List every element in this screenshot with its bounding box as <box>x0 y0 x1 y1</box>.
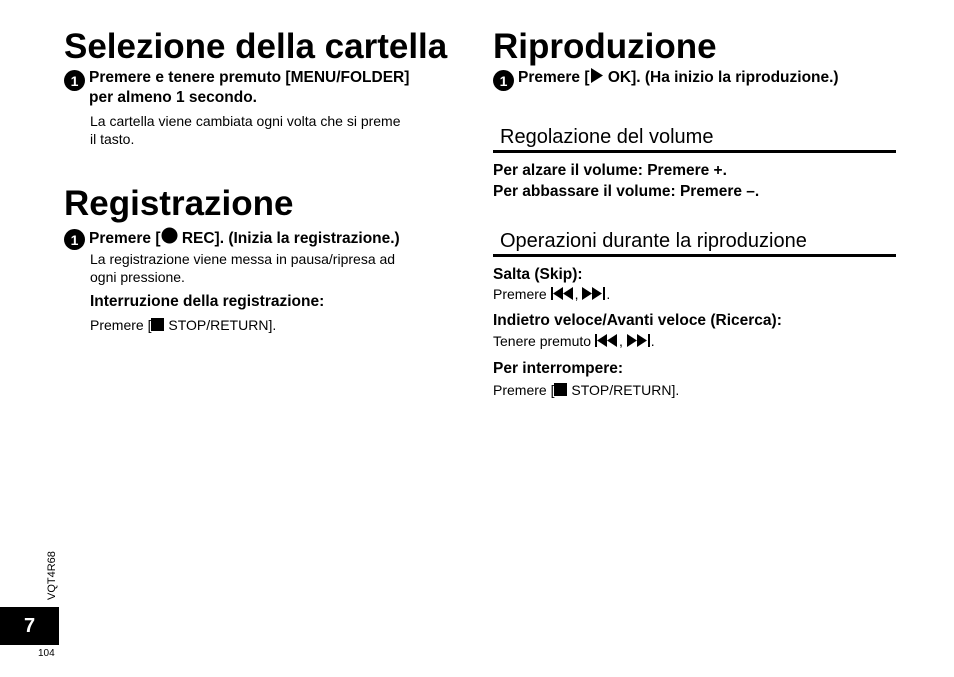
search-heading: Indietro veloce/Avanti veloce (Ricerca): <box>493 312 782 329</box>
volume-instructions <box>493 161 759 202</box>
volume-up-text: Per alzare il volume: Premere +. <box>493 162 727 179</box>
section-operations-header <box>493 228 896 257</box>
stop-instruction-right <box>493 381 679 399</box>
stop-pre: Premere [ <box>493 382 555 398</box>
record-icon <box>161 227 178 244</box>
note-rec-line1: La registrazione viene messa in pausa/ripresa ad <box>90 251 396 267</box>
title-regolazione-volume: Regolazione del volume <box>500 126 714 148</box>
step-rec-pre: Premere [ <box>89 230 161 247</box>
step-folder-line2: per almeno 1 secondo. <box>89 89 257 106</box>
play-icon <box>590 68 604 83</box>
step-play-pre: Premere [ <box>518 69 590 86</box>
skip-post: . <box>606 286 611 302</box>
title-selezione-cartella: Selezione della cartella <box>64 27 448 66</box>
step-number-badge: 1 <box>64 229 85 250</box>
section-volume-header <box>493 124 896 153</box>
note-folder <box>90 112 401 148</box>
stop-instruction-left <box>90 316 276 334</box>
search-instruction: Tenere premuto , . <box>493 333 655 349</box>
sub-heading-interruzione: Interruzione della registrazione: <box>90 293 325 310</box>
note-rec-line2: ogni pressione. <box>90 269 185 285</box>
stop-pre: Premere [ <box>90 317 152 333</box>
step-number-badge: 1 <box>493 70 514 91</box>
note-rec <box>90 250 395 286</box>
stop-icon <box>151 318 164 331</box>
title-registrazione: Registrazione <box>64 184 294 223</box>
rewind-icon <box>595 334 619 347</box>
volume-down-text: Per abbassare il volume: Premere –. <box>493 183 760 200</box>
skip-pre: Premere <box>493 286 551 302</box>
step-play <box>493 68 839 91</box>
skip-heading: Salta (Skip): <box>493 266 583 283</box>
stop-heading-right: Per interrompere: <box>493 360 624 377</box>
search-pre: Tenere premuto <box>493 333 595 349</box>
note-folder-line1: La cartella viene cambiata ogni volta che si preme <box>90 113 401 129</box>
page-number: 104 <box>38 648 55 659</box>
step-folder <box>64 68 409 108</box>
step-play-post: OK]. (Ha inizio la riproduzione.) <box>603 69 839 86</box>
step-rec-post: REC]. (Inizia la registrazione.) <box>177 230 400 247</box>
skip-forward-icon <box>582 287 606 300</box>
skip-instruction: Premere , . <box>493 286 611 302</box>
skip-back-icon <box>551 287 575 300</box>
step-rec <box>64 227 400 250</box>
stop-icon <box>554 383 567 396</box>
step-number-badge: 1 <box>64 70 85 91</box>
fast-forward-icon <box>627 334 651 347</box>
stop-post: STOP/RETURN]. <box>164 317 277 333</box>
search-post: . <box>650 333 655 349</box>
title-operazioni-riproduzione: Operazioni durante la riproduzione <box>500 230 807 252</box>
title-riproduzione: Riproduzione <box>493 27 717 66</box>
step-folder-line1: Premere e tenere premuto [MENU/FOLDER] <box>89 69 410 86</box>
model-code: VQT4R68 <box>46 551 58 600</box>
chapter-tab: 7 <box>0 607 59 645</box>
stop-post: STOP/RETURN]. <box>567 382 680 398</box>
note-folder-line2: il tasto. <box>90 131 135 147</box>
